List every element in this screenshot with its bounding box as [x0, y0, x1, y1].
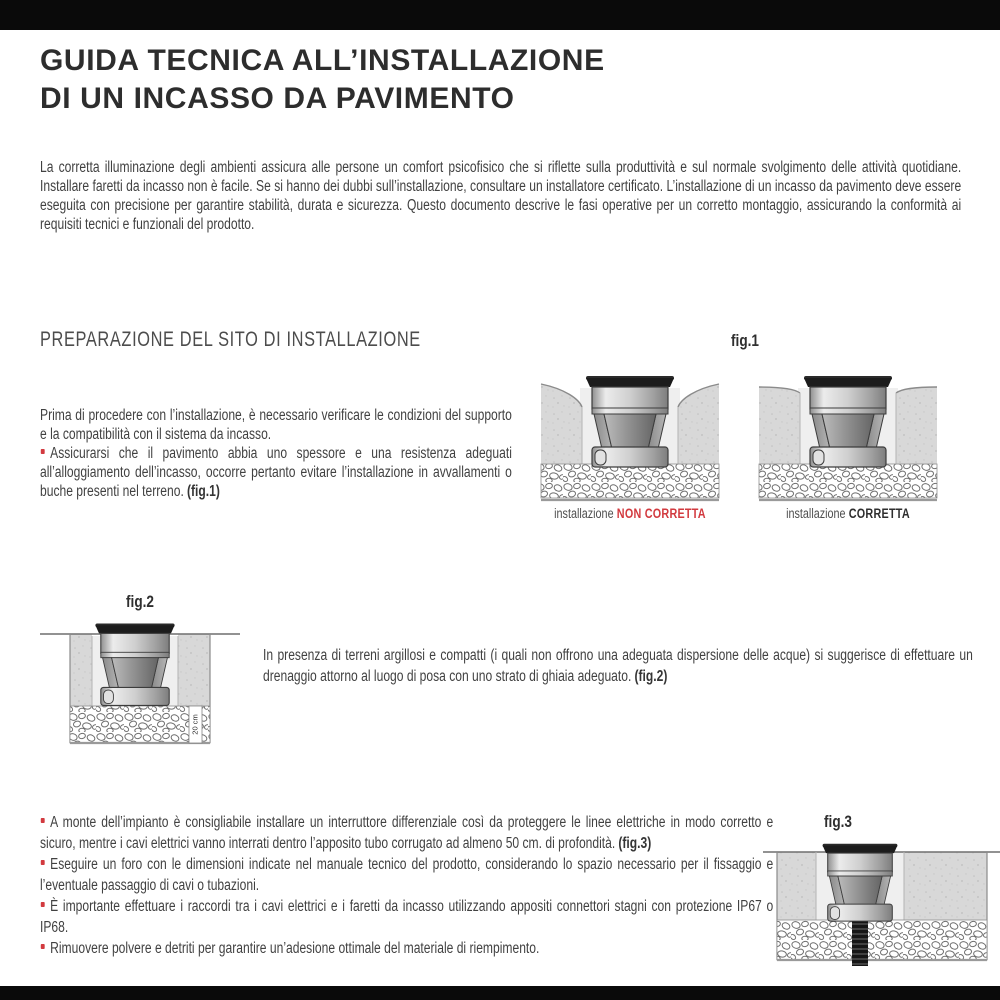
caption-prefix: installazione: [554, 506, 614, 521]
fig1-correct-illustration: [753, 362, 943, 504]
fig2-drainage-illustration: [40, 612, 240, 747]
fig1-reference: (fig.1): [186, 483, 220, 500]
fig2-label: fig.2: [126, 592, 154, 611]
red-bullet-icon: [41, 860, 45, 865]
red-bullet-icon: [41, 818, 45, 823]
checklist-item2-text: Eseguire un foro con le dimensioni indicate nel manuale tecnico del prodotto, considerando lo spazio necessario per il fissaggio e l’eventuale passaggio di cavi o tubazioni.: [40, 856, 774, 894]
checklist-item: [40, 938, 773, 959]
prep-paragraph: Prima di procedere con l’installazione, è necessario verificare le condizioni del supporto e la compatibilità con il sistema da incasso.: [40, 407, 512, 443]
fig3-reference: (fig.3): [618, 835, 652, 852]
page-title: [40, 42, 740, 118]
fig2-dimension-label: 20 cm: [190, 714, 200, 735]
site-preparation-text: [40, 406, 512, 501]
prep-bullet-text: Assicurarsi che il pavimento abbia uno spessore e una resistenza adeguati all’alloggiamento dell’incasso, occorre pertanto evitare l’installazione in avvallamenti o buche presenti nel terreno.: [40, 445, 512, 500]
fig1-incorrect-illustration: [535, 362, 725, 504]
fig1-label: fig.1: [731, 331, 759, 350]
checklist-item4-text: Rimuovere polvere e detriti per garantire un’adesione ottimale del materiale di riempimento.: [50, 940, 540, 957]
prep-bullet-item: [40, 444, 512, 501]
page-title-line1: GUIDA TECNICA ALL’INSTALLAZIONE: [40, 44, 605, 77]
page-title-line2: DI UN INCASSO DA PAVIMENTO: [40, 82, 515, 115]
red-bullet-icon: [41, 944, 45, 949]
intro-text: La corretta illuminazione degli ambienti assicura alle persone un comfort psicofisico che si riflette sulla produttività e sul normale svolgimento delle attività quotidiane. Installare faretti da incasso non è facile. Se si hanno dei dubbi sull’installazione, consultare un installatore certificato. L’installazione di un incasso da pavimento deve essere eseguita con precisione per garantire stabilità, durata e sicurezza. Questo documento descrive le fasi operative per un corretto montaggio, assicurando la conformità ai requisiti tecnici e funzionali del prodotto.: [40, 159, 962, 233]
corrugated-tube: [852, 914, 868, 966]
red-bullet-icon: [41, 902, 45, 907]
caption-status-incorrect: NON CORRETTA: [616, 506, 706, 521]
fig3-tube-illustration: [763, 840, 1000, 970]
section-heading: PREPARAZIONE DEL SITO DI INSTALLAZIONE: [40, 328, 421, 351]
red-bullet-icon: [41, 449, 45, 454]
drainage-text: In presenza di terreni argillosi e compatti (i quali non offrono una adeguata dispersione delle acque) si suggerisce di effettuare un drenaggio attorno al luogo di posa con uno strato di ghiaia adeguato.: [263, 647, 973, 685]
checklist-item1-text: A monte dell’impianto è consigliabile installare un interruttore differenziale così da proteggere le linee elettriche in modo corretto e sicuro, mentre i cavi elettrici vanno interrati dentro l’apposito tubo corrugato ad almeno 50 cm. di profondità.: [40, 814, 774, 852]
fig3-label: fig.3: [824, 812, 852, 831]
drainage-paragraph: [263, 645, 973, 687]
fig1-caption-incorrect: [554, 506, 706, 521]
top-bar: [0, 0, 1000, 30]
checklist-item: [40, 812, 773, 854]
checklist-item3-text: È importante effettuare i raccordi tra i cavi elettrici e i faretti da incasso utilizzando appositi connettori stagni con protezione IP67 o IP68.: [40, 898, 774, 936]
intro-paragraph: [40, 158, 961, 234]
bottom-bar: [0, 986, 1000, 1000]
caption-prefix: installazione: [786, 506, 846, 521]
installation-checklist: [40, 812, 773, 959]
fig2-reference: (fig.2): [634, 668, 668, 685]
checklist-item: [40, 896, 773, 938]
fig1-caption-correct: [772, 506, 924, 521]
drainage-paragraph-text: [263, 645, 973, 687]
checklist-item: [40, 854, 773, 896]
caption-status-correct: CORRETTA: [848, 506, 910, 521]
